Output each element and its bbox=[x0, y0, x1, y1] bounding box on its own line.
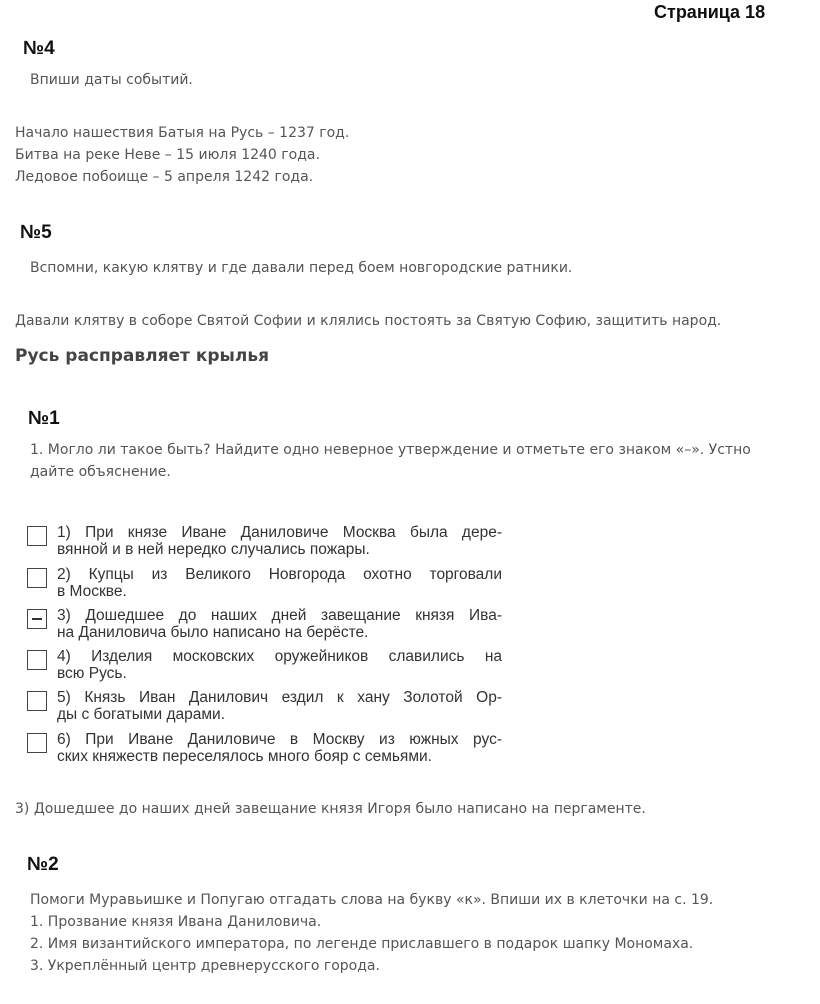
option-5-checkbox[interactable] bbox=[27, 691, 47, 711]
option-4-checkbox[interactable] bbox=[27, 650, 47, 670]
task2-line-4: 3. Укреплённый центр древнерусского города. bbox=[30, 958, 380, 974]
option-1-line2: вянной и в ней нередко случались пожары. bbox=[57, 541, 370, 558]
option-6-line1: 6) При Иване Даниловиче в Москву из южных рус- bbox=[57, 731, 502, 748]
option-6-checkbox[interactable] bbox=[27, 733, 47, 753]
option-3-checkbox[interactable] bbox=[27, 609, 47, 629]
task5-answer: Давали клятву в соборе Святой Софии и клялись постоять за Святую Софию, защитить народ. bbox=[15, 313, 722, 329]
option-1 bbox=[27, 524, 502, 558]
option-3-line2: на Даниловича было написано на берёсте. bbox=[57, 624, 369, 641]
option-4 bbox=[27, 648, 502, 682]
option-1-checkbox[interactable] bbox=[27, 526, 47, 546]
option-5 bbox=[27, 689, 502, 723]
dash-mark-icon bbox=[32, 618, 42, 620]
option-5-line1: 5) Князь Иван Данилович ездил к хану Золотой Ор- bbox=[57, 689, 502, 706]
section-title: Русь расправляет крылья bbox=[15, 346, 270, 366]
option-4-line2: всю Русь. bbox=[57, 665, 127, 682]
task5-number: №5 bbox=[20, 222, 52, 243]
option-3-line1: 3) Дошедшее до наших дней завещание князя Ива- bbox=[57, 607, 502, 624]
option-2-line2: в Москве. bbox=[57, 583, 127, 600]
task1-prompt-line1: 1. Могло ли такое быть? Найдите одно неверное утверждение и отметьте его знаком «–». Устно bbox=[30, 442, 751, 458]
task2-number: №2 bbox=[27, 854, 59, 875]
page-number: Страница 18 bbox=[654, 2, 766, 22]
option-3 bbox=[27, 607, 502, 641]
option-6-line2: ских княжеств переселялось много бояр с семьями. bbox=[57, 748, 432, 765]
option-1-line1: 1) При князе Иване Даниловиче Москва была дере- bbox=[57, 524, 502, 541]
task1-number: №1 bbox=[28, 408, 60, 429]
task2-line-1: Помоги Муравьишке и Попугаю отгадать слова на букву «к». Впиши их в клеточки на с. 19. bbox=[30, 892, 714, 908]
task2-line-3: 2. Имя византийского императора, по легенде приславшего в подарок шапку Мономаха. bbox=[30, 936, 694, 952]
option-6 bbox=[27, 731, 502, 765]
task4-answer-1: Начало нашествия Батыя на Русь – 1237 год. bbox=[15, 125, 350, 141]
task4-number: №4 bbox=[23, 38, 55, 59]
task1-answer: 3) Дошедшее до наших дней завещание князя Игоря было написано на пергаменте. bbox=[15, 801, 646, 817]
option-5-line2: ды с богатыми дарами. bbox=[57, 706, 226, 723]
option-4-line1: 4) Изделия московских оружейников славились на bbox=[57, 648, 502, 665]
task4-answer-2: Битва на реке Неве – 15 июля 1240 года. bbox=[15, 147, 320, 163]
task5-prompt: Вспомни, какую клятву и где давали перед боем новгородские ратники. bbox=[30, 260, 573, 276]
task2-line-2: 1. Прозвание князя Ивана Даниловича. bbox=[30, 914, 322, 930]
option-2-line1: 2) Купцы из Великого Новгорода охотно торговали bbox=[57, 566, 502, 583]
task1-prompt-line2: дайте объяснение. bbox=[30, 464, 171, 480]
task4-prompt: Впиши даты событий. bbox=[30, 72, 193, 88]
task4-answer-3: Ледовое побоище – 5 апреля 1242 года. bbox=[15, 169, 314, 185]
option-2 bbox=[27, 566, 502, 600]
option-2-checkbox[interactable] bbox=[27, 568, 47, 588]
